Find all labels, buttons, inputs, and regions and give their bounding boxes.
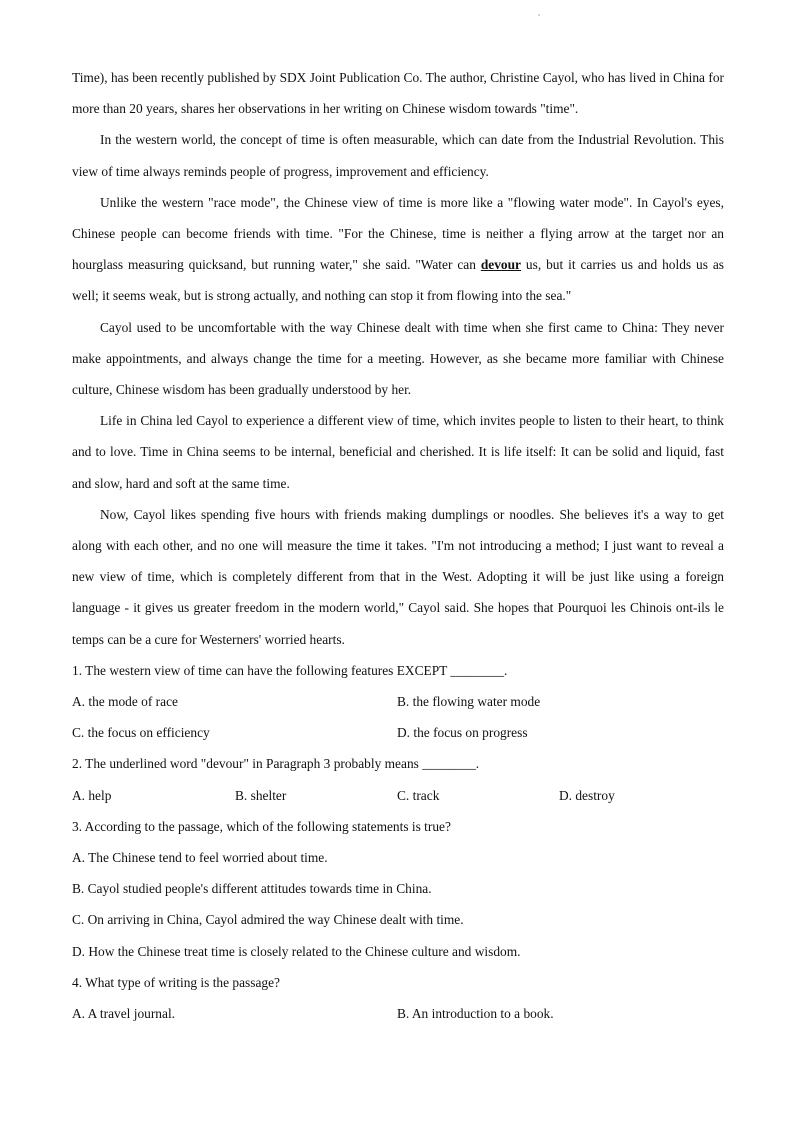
question-2-option-c: C. track (397, 787, 440, 803)
question-1-option-c: C. the focus on efficiency (72, 725, 210, 741)
question-3-option-a: A. The Chinese tend to feel worried about time. (72, 850, 328, 866)
paragraph-3-part-1: Unlike the western "race mode", the Chinese view of time is more like a "flowing water mode". In Cayol's eyes, Chinese people can become friends with time. "For the Chinese, time is neither a flying arrow at the target nor an hourglass measuring quicksand, but running water," she said. "Water can (72, 194, 724, 273)
paragraph-2: In the western world, the concept of time is often measurable, which can date from the Industrial Revolution. This view of time always reminds people of progress, improvement and efficiency. (72, 132, 724, 179)
scan-dot (538, 14, 540, 16)
question-1-option-a: A. the mode of race (72, 694, 178, 710)
paragraph-3-part-2: us, but it carries us and holds us as well; it seems weak, but is strong actually, and nothing can stop it from flowing into the sea." (72, 257, 724, 304)
paragraph-5: Life in China led Cayol to experience a different view of time, which invites people to listen to their heart, to think and to love. Time in China seems to be internal, beneficial and cherished. It is life itself: It can be solid and liquid, fast and slow, hard and soft at the same time. (72, 413, 724, 491)
question-4-option-a: A. A travel journal. (72, 1006, 176, 1022)
paragraph-3 (72, 187, 724, 312)
question-4-option-b: B. An introduction to a book. (397, 1006, 554, 1022)
question-1-option-d: D. the focus on progress (397, 725, 528, 741)
question-3-stem: 3. According to the passage, which of the following statements is true? (72, 818, 451, 834)
paragraph-4: Cayol used to be uncomfortable with the way Chinese dealt with time when she first came to China: They never make appointments, and always change the time for a meeting. However, as she became more familiar with Chinese culture, Chinese wisdom has been gradually understood by her. (72, 319, 724, 398)
question-2-option-a: A. help (72, 787, 112, 803)
question-1-option-b: B. the flowing water mode (397, 694, 541, 710)
paragraph-1: Time), has been recently published by SDX Joint Publication Co. The author, Christine Cayol, who has lived in China for more than 20 years, shares her observations in her writing on Chinese wisdom towards "time". (72, 70, 724, 117)
question-1-options (72, 686, 724, 748)
question-2-options (72, 780, 724, 811)
question-4-stem: 4. What type of writing is the passage? (72, 974, 280, 990)
question-2-option-d: D. destroy (559, 787, 615, 803)
question-2-stem: 2. The underlined word "devour" in Paragraph 3 probably means ________. (72, 756, 480, 772)
question-4-options (72, 998, 724, 1029)
underlined-word-devour: devour (480, 257, 522, 273)
question-3-option-b: B. Cayol studied people's different attitudes towards time in China. (72, 881, 432, 897)
question-3-option-d: D. How the Chinese treat time is closely related to the Chinese culture and wisdom. (72, 943, 521, 959)
document-content (72, 62, 724, 1029)
question-1-stem: 1. The western view of time can have the following features EXCEPT ________. (72, 662, 508, 678)
question-2-option-b: B. shelter (235, 787, 287, 803)
question-3-option-c: C. On arriving in China, Cayol admired the way Chinese dealt with time. (72, 912, 464, 928)
paragraph-6: Now, Cayol likes spending five hours with friends making dumplings or noodles. She believes it's a way to get along with each other, and no one will measure the time it takes. "I'm not introducing a method; I just want to reveal a new view of time, which is completely different from that in the West. Adopting it will be just like using a foreign language - it gives us greater freedom in the modern world," Cayol said. She hopes that Pourquoi les Chinois ont-ils le temps can be a cure for Westerners' worried hearts. (72, 506, 724, 647)
